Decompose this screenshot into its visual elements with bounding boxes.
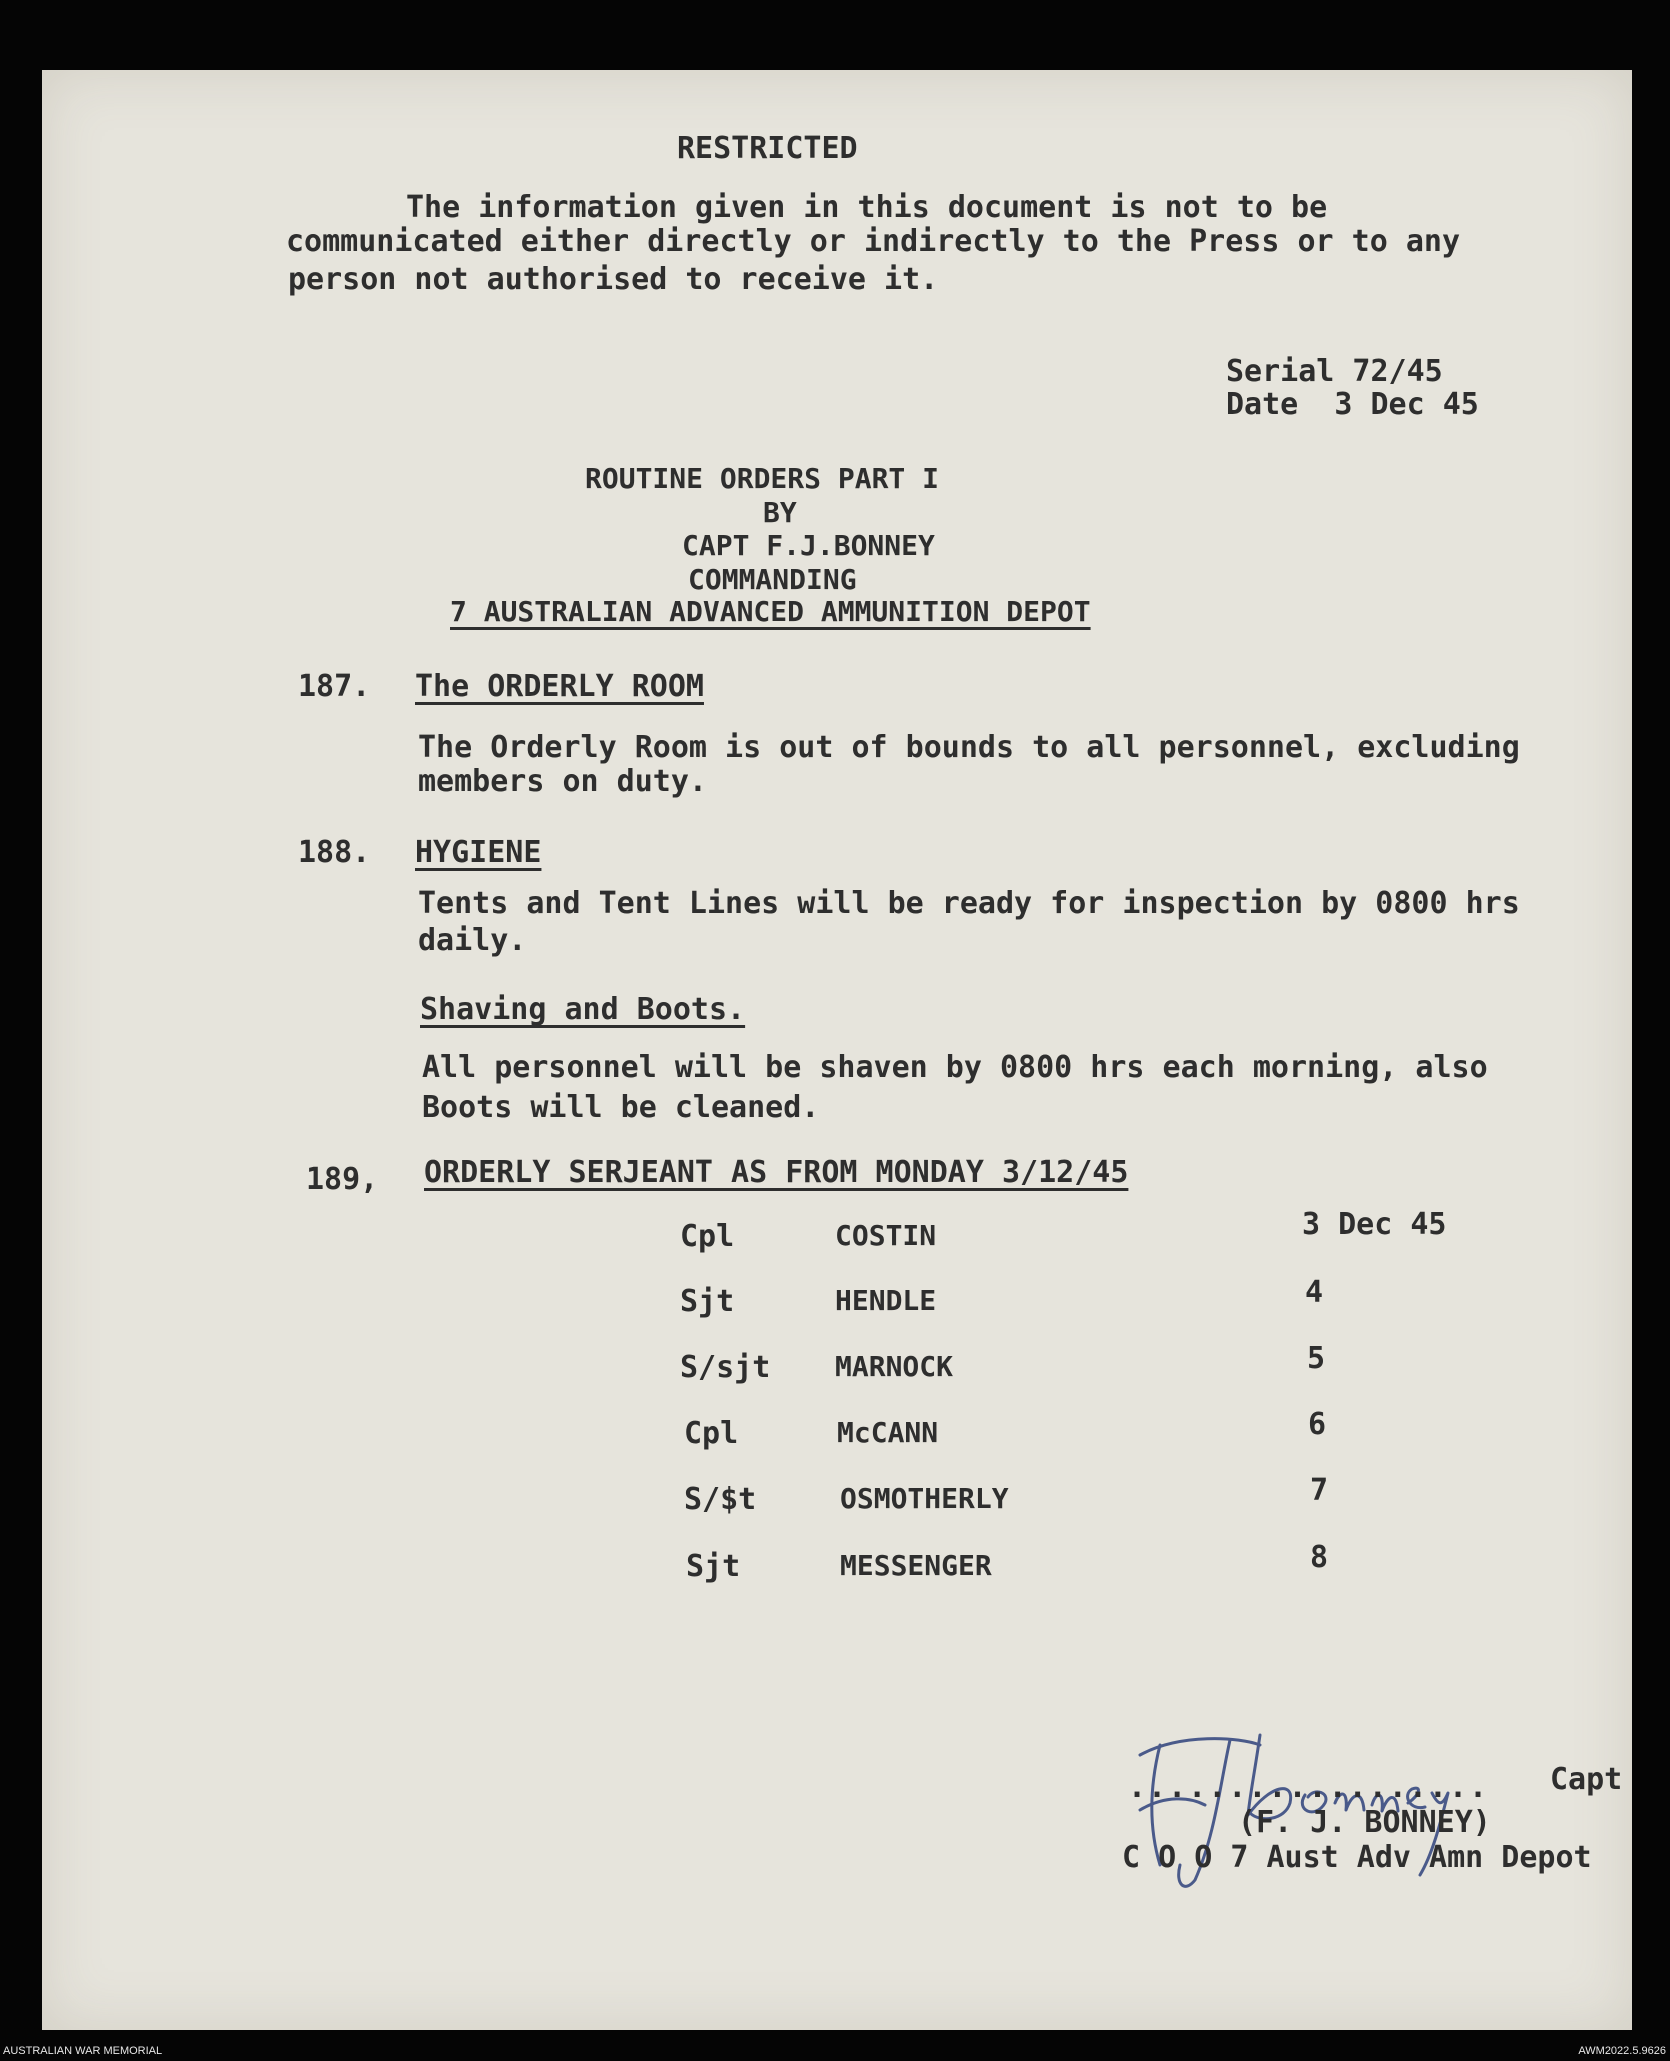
order-188-body-1: Tents and Tent Lines will be ready for inspection by 0800 hrs	[418, 886, 1520, 921]
order-187-number: 187.	[298, 669, 371, 704]
roster-day-3: 5	[1307, 1341, 1326, 1376]
order-188-subheading: Shaving and Boots.	[420, 992, 746, 1027]
order-187-heading: The ORDERLY ROOM	[415, 669, 704, 704]
document-date: Date 3 Dec 45	[1226, 387, 1479, 422]
order-189-number: 189,	[306, 1162, 379, 1197]
roster-name-5: OSMOTHERLY	[840, 1482, 1009, 1515]
roster-rank-1: Cpl	[680, 1219, 735, 1254]
title-line-1: ROUTINE ORDERS PART I	[585, 462, 940, 495]
signature-rank: Capt	[1550, 1762, 1623, 1797]
signatory-name: (F. J. BONNEY)	[1238, 1805, 1491, 1840]
notice-line-3: person not authorised to receive it.	[288, 262, 939, 297]
roster-rank-4: Cpl	[684, 1416, 739, 1451]
order-189-heading: ORDERLY SERJEANT AS FROM MONDAY 3/12/45	[424, 1155, 1129, 1190]
notice-line-2: communicated either directly or indirectly to the Press or to any	[286, 224, 1460, 259]
signature-dotted-line: ..................	[1128, 1770, 1490, 1805]
title-line-5: 7 AUSTRALIAN ADVANCED AMMUNITION DEPOT	[450, 595, 1091, 628]
archive-footer-left: AUSTRALIAN WAR MEMORIAL	[3, 2045, 163, 2057]
classification-heading: RESTRICTED	[677, 131, 858, 166]
roster-day-5: 7	[1310, 1473, 1329, 1508]
roster-rank-3: S/sjt	[680, 1350, 771, 1385]
title-line-2: BY	[763, 496, 797, 529]
roster-name-4: McCANN	[837, 1416, 939, 1449]
roster-day-4: 6	[1308, 1407, 1327, 1442]
roster-rank-6: Sjt	[686, 1549, 741, 1584]
order-188-body-2: daily.	[418, 923, 527, 958]
order-188-heading: HYGIENE	[415, 835, 542, 870]
roster-name-3: MARNOCK	[835, 1350, 954, 1383]
order-188-sub-body-1: All personnel will be shaven by 0800 hrs each morning, also	[422, 1050, 1488, 1085]
roster-name-1: COSTIN	[835, 1219, 937, 1252]
roster-day-6: 8	[1310, 1540, 1329, 1575]
order-188-sub-body-2: Boots will be cleaned.	[422, 1090, 820, 1125]
order-187-body-1: The Orderly Room is out of bounds to all personnel, excluding	[418, 730, 1520, 765]
order-188-number: 188.	[298, 835, 371, 870]
signatory-appointment: C O O 7 Aust Adv Amn Depot	[1122, 1840, 1592, 1875]
roster-day-2: 4	[1305, 1275, 1324, 1310]
title-line-4: COMMANDING	[688, 563, 857, 596]
roster-name-6: MESSENGER	[840, 1549, 992, 1582]
order-187-body-2: members on duty.	[418, 764, 707, 799]
roster-name-2: HENDLE	[835, 1284, 937, 1317]
roster-rank-2: Sjt	[680, 1284, 735, 1319]
serial-number: Serial 72/45	[1226, 354, 1443, 389]
title-line-3: CAPT F.J.BONNEY	[682, 529, 935, 562]
notice-line-1: The information given in this document is not to be	[406, 190, 1328, 225]
archive-footer-right: AWM2022.5.9626	[1578, 2045, 1666, 2057]
roster-day-1: 3 Dec 45	[1302, 1207, 1447, 1242]
roster-rank-5: S/$t	[684, 1482, 757, 1517]
